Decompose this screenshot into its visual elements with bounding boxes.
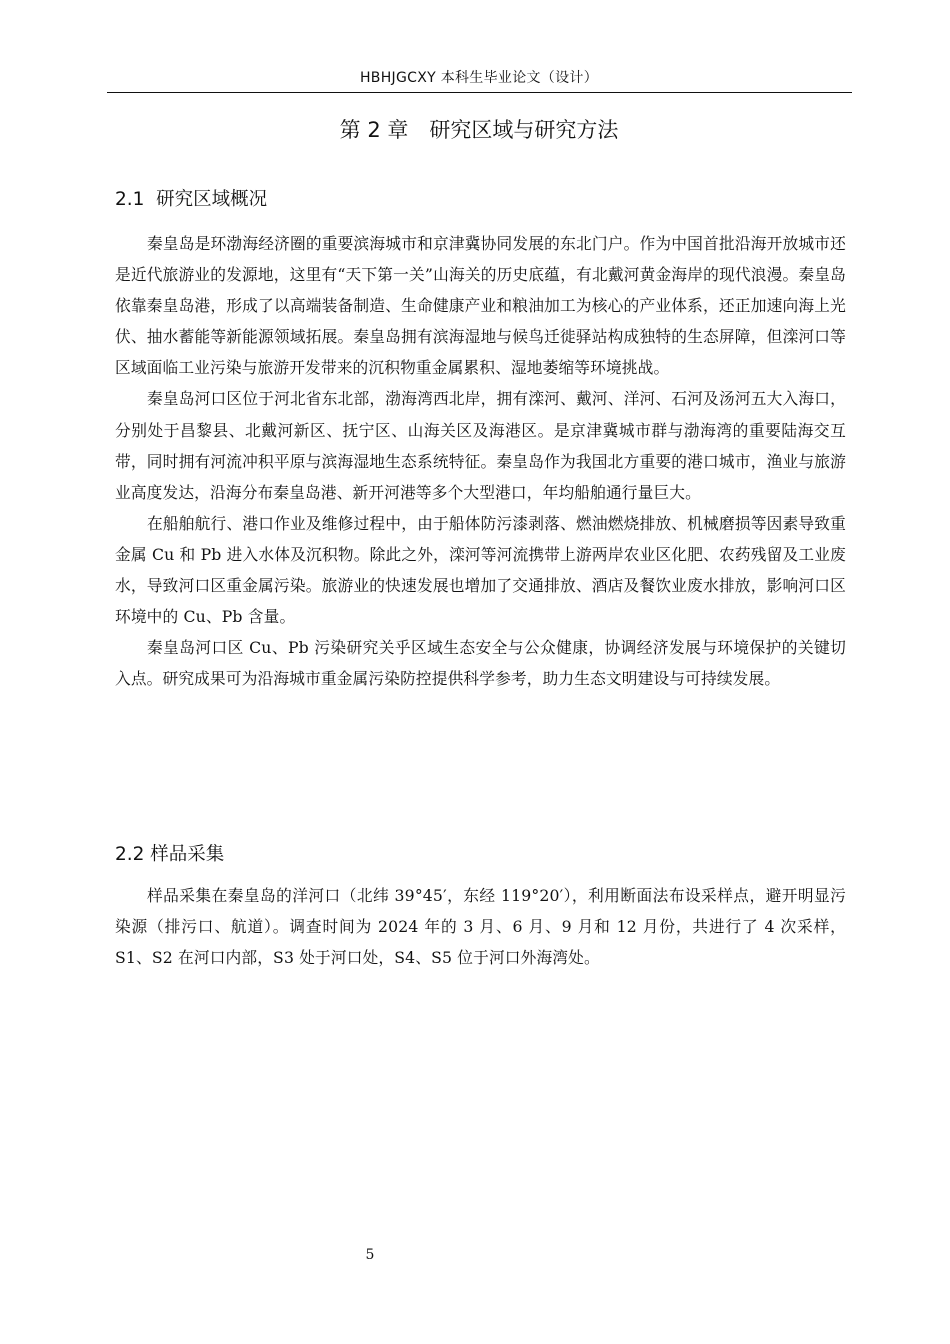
header-divider (107, 92, 852, 93)
paragraph: 在船舶航行、港口作业及维修过程中，由于船体防污漆剥落、燃油燃烧排放、机械磨损等因素导致重金属 Cu 和 Pb 进入水体及沉积物。除此之外，滦河等河流携带上游两岸农业区化肥、农药残留及工业废水，导致河口区重金属污染。旅游业的快速发展也增加了交通排放、酒店及餐饮业废水排放，影响河口区环境中的 Cu、Pb 含量。 (115, 513, 846, 627)
section-heading-2-1: 2.1 研究区域概况 (115, 189, 268, 210)
paragraph: 样品采集在秦皇岛的洋河口（北纬 39°45′，东经 119°20′），利用断面法布设采样点，避开明显污染源（排污口、航道）。调查时间为 2024 年的 3 月、6 月、9 月和 12 月份，共进行了 4 次采样，S1、S2 在河口内部，S3 处于河口处，S4、S5 位于河口外海湾处。 (115, 886, 846, 968)
section-heading-2-2: 2.2 样品采集 (115, 844, 225, 865)
paragraph: 秦皇岛河口区位于河北省东北部，渤海湾西北岸，拥有滦河、戴河、洋河、石河及汤河五大入海口，分别处于昌黎县、北戴河新区、抚宁区、山海关区及海港区。是京津冀城市群与渤海湾的重要陆海交互带，同时拥有河流冲积平原与滨海湿地生态系统特征。秦皇岛作为我国北方重要的港口城市，渔业与旅游业高度发达，沿海分布秦皇岛港、新开河港等多个大型港口，年均船舶通行量巨大。 (115, 389, 846, 502)
section-body-2-2 (115, 880, 846, 973)
page-header: HBHJGCXY 本科生毕业论文（设计） (359, 70, 598, 86)
page-number: 5 (365, 1247, 375, 1263)
chapter-title: 第 2 章 研究区域与研究方法 (339, 118, 619, 142)
section-body-2-1 (115, 228, 846, 694)
paragraph: 秦皇岛是环渤海经济圈的重要滨海城市和京津冀协同发展的东北门户。作为中国首批沿海开放城市还是近代旅游业的发源地，这里有“天下第一关”山海关的历史底蕴，有北戴河黄金海岸的现代浪漫。秦皇岛依靠秦皇岛港，形成了以高端装备制造、生命健康产业和粮油加工为核心的产业体系，还正加速向海上光伏、抽水蓄能等新能源领域拓展。秦皇岛拥有滨海湿地与候鸟迁徙驿站构成独特的生态屏障，但滦河口等区域面临工业污染与旅游开发带来的沉积物重金属累积、湿地萎缩等环境挑战。 (115, 234, 846, 378)
paragraph: 秦皇岛河口区 Cu、Pb 污染研究关乎区域生态安全与公众健康，协调经济发展与环境保护的关键切入点。研究成果可为沿海城市重金属污染防控提供科学参考，助力生态文明建设与可持续发展。 (115, 638, 846, 689)
